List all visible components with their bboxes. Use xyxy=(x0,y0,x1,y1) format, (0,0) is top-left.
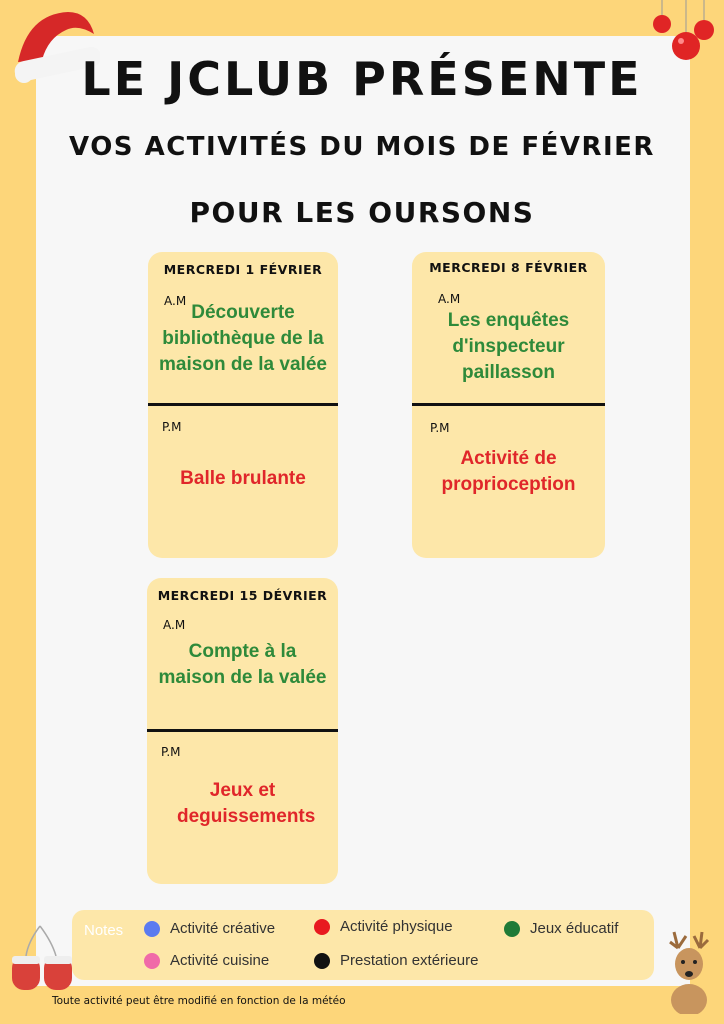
legend-dot xyxy=(314,919,330,935)
page-title: LE JCLUB PRÉSENTE xyxy=(81,52,643,106)
legend-label: Activité physique xyxy=(340,918,453,935)
legend-dot xyxy=(504,921,520,937)
legend-box xyxy=(72,910,654,980)
activity-card-feb-15 xyxy=(147,578,338,884)
legend-item-educational xyxy=(504,920,618,937)
am-pm-divider xyxy=(412,403,605,406)
card-date: MERCREDI 15 DÉVRIER xyxy=(157,588,328,603)
card-date: MERCREDI 1 FÉVRIER xyxy=(163,262,323,277)
am-activity: Découverte bibliothèque de la maison de la valée xyxy=(159,302,327,375)
legend-item-external xyxy=(314,952,478,969)
activity-card-feb-8 xyxy=(412,252,605,558)
audience-title: POUR LES OURSONS xyxy=(189,196,535,229)
notes-label: Notes xyxy=(84,922,124,939)
legend-dot xyxy=(144,921,160,937)
am-activity: Compte à la maison de la valée xyxy=(158,641,327,688)
mittens-icon xyxy=(4,922,80,996)
pm-activity: Jeux et deguissements xyxy=(177,780,316,827)
legend-item-creative xyxy=(144,920,275,937)
legend-label: Activité cuisine xyxy=(170,952,270,969)
activity-card-feb-1 xyxy=(148,252,338,558)
legend-label: Prestation extérieure xyxy=(340,952,479,969)
legend-label: Jeux éducatif xyxy=(530,920,619,937)
reindeer-icon xyxy=(656,928,724,1014)
page-subtitle: VOS ACTIVITÉS DU MOIS DE FÉVRIER xyxy=(69,132,655,162)
legend-dot xyxy=(314,953,330,969)
legend-label: Activité créative xyxy=(170,920,276,937)
pm-label: P.M xyxy=(161,745,181,759)
footer-note: Toute activité peut être modifié en fonction de la météo xyxy=(52,995,346,1007)
pm-activity: Balle brulante xyxy=(180,468,306,489)
pm-activity: Activité de proprioception xyxy=(441,448,576,495)
legend-item-physical xyxy=(314,918,453,935)
pm-label: P.M xyxy=(162,420,182,434)
card-date: MERCREDI 8 FÉVRIER xyxy=(429,260,588,275)
am-label: A.M xyxy=(163,618,186,632)
legend-item-cooking xyxy=(144,952,269,969)
am-label: A.M xyxy=(438,292,461,306)
am-pm-divider xyxy=(147,729,338,732)
am-activity: Les enquêtes d'inspecteur paillasson xyxy=(447,310,570,383)
am-label: A.M xyxy=(164,294,187,308)
pm-label: P.M xyxy=(430,421,450,435)
am-pm-divider xyxy=(148,403,338,406)
legend-dot xyxy=(144,953,160,969)
